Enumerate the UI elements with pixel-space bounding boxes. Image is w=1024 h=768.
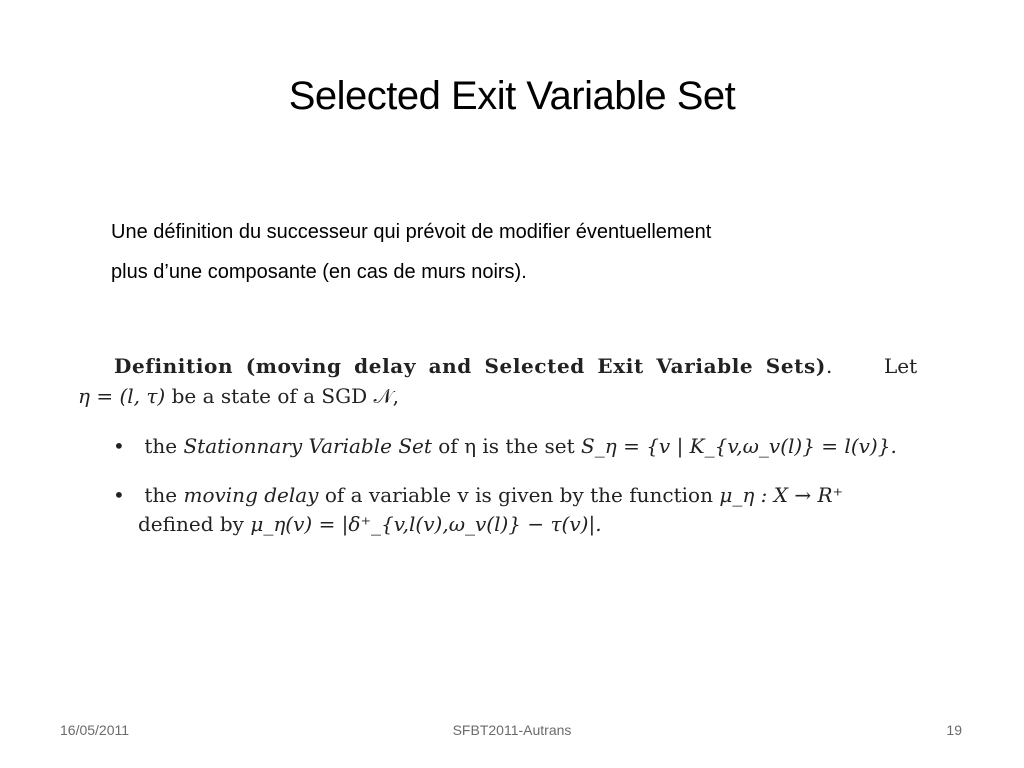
definition-heading-line	[114, 354, 924, 378]
intro-paragraph	[111, 212, 931, 292]
bullet2-cont-pre: defined by	[138, 512, 244, 536]
footer-page-number: 19	[946, 722, 962, 738]
state-eta: η = (l, τ)	[78, 384, 166, 408]
bullet-dot-icon: •	[113, 434, 125, 458]
intro-line-1: Une définition du successeur qui prévoit de modifier éventuellement	[111, 221, 712, 243]
bullet-moving-delay-continued	[138, 512, 602, 536]
intro-line-2: plus d’une composante (en cas de murs noirs).	[111, 261, 527, 283]
state-text: be a state of a SGD	[171, 384, 368, 408]
bullet-stationnary	[113, 434, 897, 458]
bullet2-italic: moving delay	[183, 483, 319, 507]
bullet2-mid: of a variable v is given by the function	[324, 483, 713, 507]
definition-heading-period: .	[825, 354, 833, 378]
bullet1-italic: Stationnary Variable Set	[183, 434, 432, 458]
bullet2-cont-formula: μ_η(v) = |δ⁺_{v,l(v),ω_v(l)} − τ(v)|.	[250, 512, 602, 536]
bullet-moving-delay	[113, 483, 843, 507]
footer-event: SFBT2011-Autrans	[452, 722, 572, 738]
bullet-dot-icon: •	[113, 483, 125, 507]
bullet1-formula: S_η = {v | K_{v,ω_v(l)} = l(v)}.	[581, 434, 897, 458]
state-sgd-symbol: 𝒩,	[373, 384, 400, 408]
bullet1-mid: of η is the set	[438, 434, 575, 458]
definition-heading: Definition (moving delay and Selected Exit Variable Sets)	[114, 354, 826, 378]
bullet2-pre: the	[144, 483, 178, 507]
slide-title: Selected Exit Variable Set	[288, 74, 736, 118]
bullet1-pre: the	[144, 434, 178, 458]
definition-state-line	[78, 384, 399, 408]
footer-date: 16/05/2011	[60, 722, 130, 738]
definition-let: Let	[884, 354, 918, 378]
bullet2-func: μ_η : X → R⁺	[719, 483, 844, 507]
